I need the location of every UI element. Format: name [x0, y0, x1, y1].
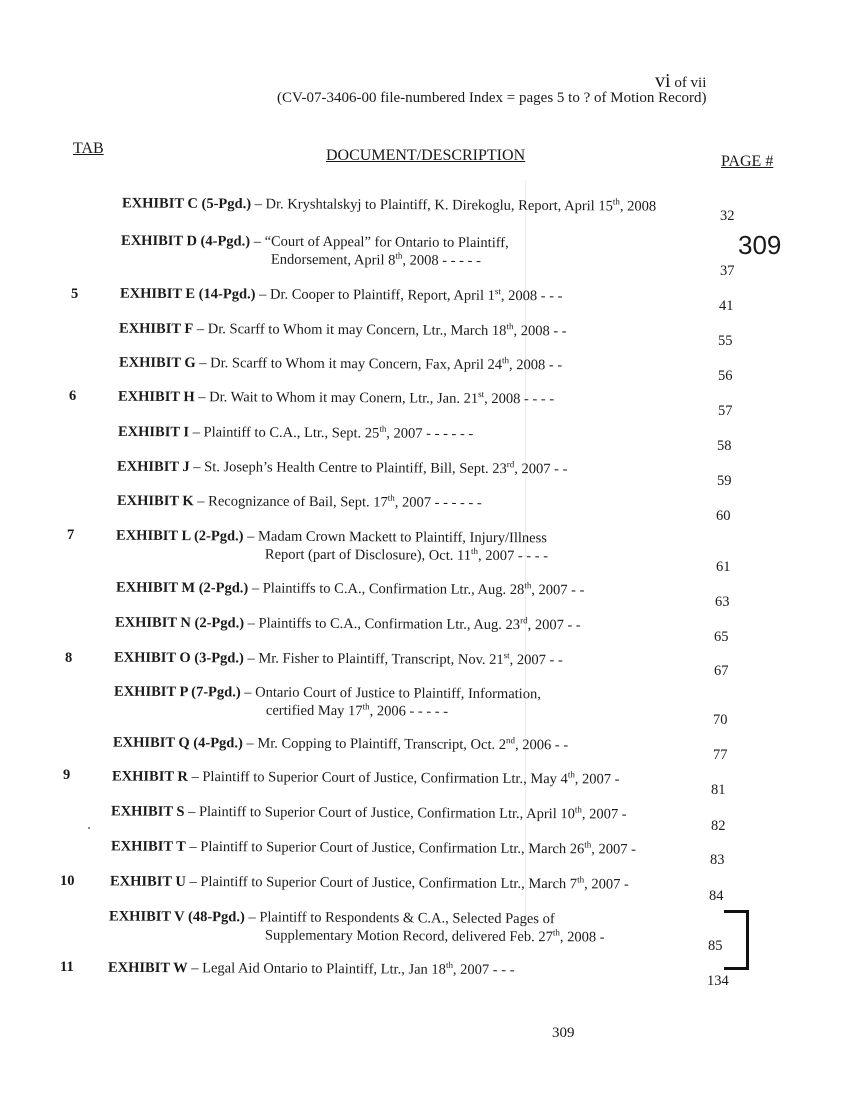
page-number: 57: [718, 403, 733, 419]
entry-description-end: , 2007 - -: [514, 461, 568, 478]
exhibit-title: EXHIBIT M (2-Pgd.): [115, 579, 249, 597]
entry-description: – Plaintiff to Superior Court of Justice, Confirmation Ltr., March 7: [185, 873, 578, 893]
ordinal-suffix: nd: [506, 735, 516, 746]
entry-description: – Dr. Cooper to Plaintiff, Report, April 1: [255, 286, 495, 304]
tab-number: 9: [63, 767, 71, 783]
ordinal-suffix: th: [445, 959, 454, 971]
entry-description: – “Court of Appeal” for Ontario to Plaintiff,: [250, 233, 509, 252]
tab-number: 11: [60, 959, 74, 975]
stamped-page-number: 309: [738, 230, 782, 260]
exhibit-title: EXHIBIT N (2-Pgd.): [114, 614, 245, 632]
entry-description: – Dr. Wait to Whom it may Conern, Ltr., Jan. 21: [194, 389, 479, 407]
column-header-page: PAGE #: [721, 153, 774, 170]
entry-description-end: , 2007 -: [584, 876, 629, 893]
ordinal-suffix: th: [567, 769, 575, 780]
index-entry: [120, 285, 563, 306]
index-entry: [119, 320, 567, 341]
entry-description: – Plaintiff to Respondents & C.A., Selected Pages of: [244, 909, 555, 928]
page-number: 58: [717, 438, 732, 454]
page-number: 61: [716, 559, 731, 575]
index-entry: [109, 907, 605, 946]
entry-description: – Dr. Scarff to Whom it may Concern, Fax, April 24: [195, 355, 503, 373]
ordinal-suffix: rd: [520, 615, 528, 626]
column-header-tab: TAB: [73, 140, 104, 157]
exhibit-title: EXHIBIT J: [116, 458, 190, 476]
exhibit-title: EXHIBIT I: [117, 423, 190, 441]
scan-speck: [88, 827, 90, 829]
entry-description-end: , 2008 - - - -: [484, 390, 555, 408]
ordinal-suffix: st: [503, 650, 510, 661]
page-number: 63: [715, 594, 730, 610]
index-entry: [111, 837, 636, 858]
entry-description-end: , 2008: [619, 198, 657, 215]
ordinal-suffix: th: [574, 804, 582, 815]
page-number: 37: [720, 263, 735, 279]
ordinal-suffix: th: [362, 701, 370, 712]
entry-description: – Plaintiffs to C.A., Confirmation Ltr., Aug. 28: [248, 580, 525, 599]
index-entry: [116, 579, 585, 600]
entry-description-end: , 2008 -: [559, 929, 605, 946]
index-entry: [110, 872, 629, 893]
page-number: 84: [709, 888, 724, 904]
page-number: 41: [719, 298, 734, 314]
ordinal-suffix: th: [387, 492, 395, 503]
index-entry: [114, 683, 541, 722]
entry-description-line2: Report (part of Disclosure), Oct. 11: [264, 546, 472, 564]
entry-description-end: , 2007 -: [581, 806, 627, 823]
ordinal-suffix: th: [379, 423, 387, 434]
ordinal-suffix: th: [502, 355, 510, 366]
entry-description-end: , 2007 - - - -: [477, 547, 549, 565]
entry-description: – Recognizance of Bail, Sept. 17: [193, 493, 388, 511]
exhibit-title: EXHIBIT F: [118, 320, 194, 338]
exhibit-title: EXHIBIT K: [116, 492, 194, 510]
page-number: 55: [718, 333, 733, 349]
entry-description-end: , 2007 - -: [509, 652, 563, 669]
entry-description-line2: Supplementary Motion Record, delivered Feb. 27: [264, 927, 553, 946]
page-number: 81: [711, 782, 726, 798]
exhibit-title: EXHIBIT W: [107, 959, 188, 977]
entry-description: – Mr. Copping to Plaintiff, Transcript, Oct. 2: [242, 735, 507, 754]
handwritten-bracket-mark: [724, 910, 749, 970]
index-entry: [113, 734, 568, 755]
entry-description-line2: certified May 17: [265, 702, 363, 720]
column-header-document: DOCUMENT/DESCRIPTION: [326, 147, 526, 164]
entry-description-end: , 2007 - - -: [452, 961, 515, 979]
index-entry: [112, 767, 620, 788]
ordinal-suffix: th: [577, 874, 585, 885]
entry-description-end: , 2007 -: [574, 771, 620, 788]
exhibit-title: EXHIBIT V (48-Pgd.): [109, 908, 245, 926]
index-entry: [108, 959, 515, 979]
ordinal-suffix: th: [524, 580, 532, 591]
ordinal-suffix: st: [494, 286, 501, 297]
index-entry: [117, 458, 568, 479]
exhibit-title: EXHIBIT P (7-Pgd.): [114, 683, 241, 701]
exhibit-title: EXHIBIT T: [110, 838, 186, 855]
entry-description-end: , 2007 - - - - - -: [386, 425, 474, 443]
page-number: 59: [717, 473, 732, 489]
ordinal-suffix: rd: [506, 459, 515, 470]
tab-number: 5: [71, 286, 79, 302]
entry-description-end: , 2008 - -: [513, 323, 567, 340]
exhibit-title: EXHIBIT L (2-Pgd.): [116, 527, 244, 545]
exhibit-title: EXHIBIT Q (4-Pgd.): [112, 734, 243, 752]
ordinal-suffix: th: [552, 927, 560, 938]
entry-description: – St. Joseph’s Health Centre to Plaintiff, Bill, Sept. 23: [189, 459, 507, 478]
exhibit-title: EXHIBIT S: [110, 803, 185, 820]
page-number: 32: [720, 208, 735, 224]
index-entry: [117, 492, 482, 512]
entry-description: – Plaintiff to C.A., Ltr., Sept. 25: [189, 424, 380, 442]
entry-description: – Legal Aid Ontario to Plaintiff, Ltr., Jan 18: [187, 960, 446, 978]
entry-description-end: , 2007 - -: [527, 617, 581, 634]
entry-description-line2: Endorsement, April 8: [270, 251, 396, 269]
entry-description-end: , 2008 - -: [509, 357, 563, 374]
entry-description: – Plaintiffs to C.A., Confirmation Ltr., Aug. 23: [243, 615, 521, 634]
page-number: 83: [710, 852, 725, 868]
index-entry: [118, 388, 554, 409]
index-entry: [116, 527, 548, 566]
exhibit-title: EXHIBIT H: [117, 388, 195, 406]
tab-number: 6: [69, 388, 77, 404]
ordinal-suffix: th: [584, 839, 592, 850]
exhibit-title: EXHIBIT G: [118, 354, 196, 372]
ordinal-suffix: th: [612, 196, 620, 207]
entry-description: – Plaintiff to Superior Court of Justice, Confirmation Ltr., May 4: [187, 768, 568, 788]
page-roman-total: of vii: [670, 75, 707, 91]
entry-description: – Dr. Kryshtalskyj to Plaintiff, K. Direkoglu, Report, April 15: [251, 196, 613, 215]
entry-description-end: , 2006 - - - - -: [369, 703, 449, 720]
tab-number: 7: [67, 527, 75, 543]
ordinal-suffix: st: [478, 389, 485, 400]
page-number: 77: [713, 747, 728, 763]
entry-description-end: , 2007 -: [591, 841, 637, 858]
page-number: 67: [714, 663, 729, 679]
entry-description-end: , 2007 - -: [531, 582, 585, 599]
entry-description: – Mr. Fisher to Plaintiff, Transcript, Nov. 21: [243, 650, 504, 669]
page-roman: vi: [655, 70, 671, 92]
entry-description: – Madam Crown Mackett to Plaintiff, Injury/Illness: [243, 528, 547, 547]
exhibit-title: EXHIBIT R: [111, 768, 188, 785]
exhibit-title: EXHIBIT E (14-Pgd.): [119, 285, 256, 303]
index-entry: [115, 614, 581, 635]
page-number: 134: [707, 973, 729, 989]
ordinal-suffix: th: [506, 321, 514, 332]
footer-page-number: 309: [552, 1025, 575, 1041]
exhibit-title: EXHIBIT O (3-Pgd.): [113, 649, 244, 667]
entry-description-end: , 2008 - - -: [500, 287, 563, 305]
exhibit-title: EXHIBIT U: [109, 873, 186, 890]
page-number: 70: [713, 712, 728, 728]
entry-description: – Ontario Court of Justice to Plaintiff, Information,: [240, 684, 541, 703]
index-entry: [119, 354, 562, 375]
tab-number: 8: [65, 650, 73, 666]
entry-description: – Plaintiff to Superior Court of Justice, Confirmation Ltr., March 26: [185, 838, 585, 858]
exhibit-title: EXHIBIT C (5-Pgd.): [121, 195, 252, 213]
page-number: 60: [716, 508, 731, 524]
index-entry: [121, 232, 509, 270]
tab-number: 10: [60, 873, 75, 889]
ordinal-suffix: th: [470, 546, 479, 557]
page-number: 82: [711, 818, 726, 834]
index-subtitle: (CV-07-3406-00 file-numbered Index = pages 5 to ? of Motion Record): [277, 90, 707, 106]
index-entry: [114, 649, 563, 670]
index-entry: [118, 423, 473, 443]
entry-description-end: , 2007 - - - - - -: [394, 494, 482, 512]
index-entry: [122, 194, 656, 215]
entry-description-end: , 2008 - - - - -: [402, 252, 481, 270]
exhibit-title: EXHIBIT D (4-Pgd.): [121, 232, 251, 250]
index-entry: [111, 802, 627, 823]
ordinal-suffix: th: [395, 250, 403, 261]
page-number: 85: [708, 938, 723, 954]
page-number: 65: [714, 629, 729, 645]
entry-description-end: , 2006 - -: [514, 737, 569, 754]
entry-description: – Plaintiff to Superior Court of Justice, Confirmation Ltr., April 10: [184, 803, 575, 823]
entry-description: – Dr. Scarff to Whom it may Concern, Ltr., March 18: [193, 321, 507, 339]
page-number: 56: [718, 368, 733, 384]
